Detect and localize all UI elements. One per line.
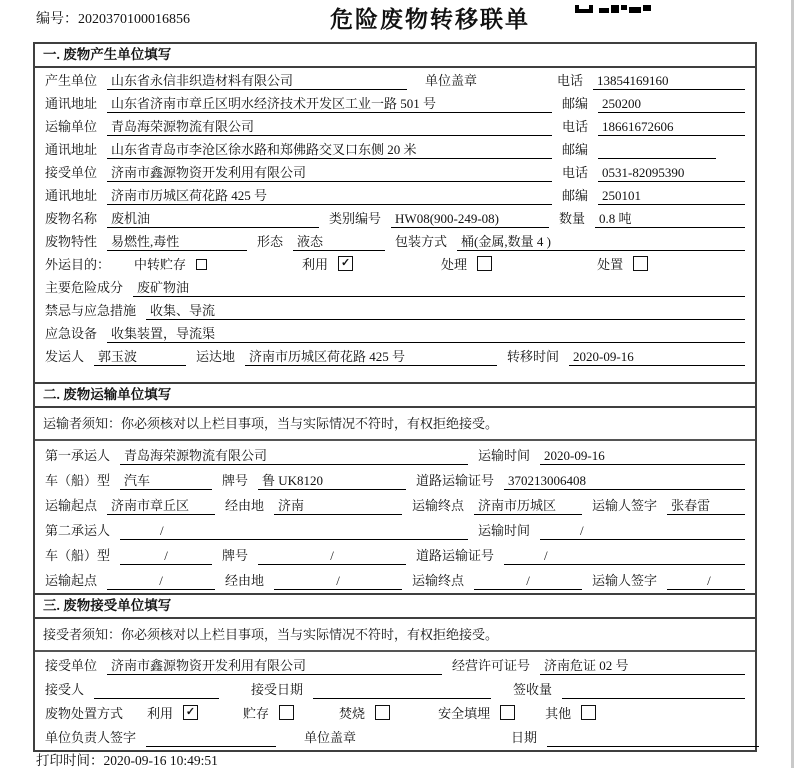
field-label: 处置 <box>597 257 624 272</box>
form-row <box>35 493 755 518</box>
producer-address-value: 山东省济南市章丘区明水经济技术开发区工业一路 501 号 <box>107 94 552 113</box>
form-row <box>35 468 755 493</box>
transport-phone-value: 18661672606 <box>598 117 745 136</box>
form-row <box>35 116 755 139</box>
field-label: 产生单位 <box>45 73 98 88</box>
receiving-unit-value: 济南市鑫源物资开发利用有限公司 <box>107 656 442 675</box>
terminus-2-value: / <box>474 571 582 590</box>
field-label: 运输人签字 <box>592 573 658 588</box>
seal-date-value <box>547 728 759 747</box>
field-label: 经由地 <box>225 498 265 513</box>
field-label: 电话 <box>562 165 589 180</box>
waste-form-value: 液态 <box>293 232 385 251</box>
section-transporter <box>35 382 755 593</box>
incineration-checkbox <box>375 705 390 720</box>
field-label: 应急设备 <box>45 326 98 341</box>
form-row <box>35 726 755 750</box>
serial-number <box>36 8 190 28</box>
field-label: 运输终点 <box>412 573 465 588</box>
receipt-date-value <box>313 680 491 699</box>
disposal-method-label: 废物处置方式 <box>45 706 124 721</box>
section-receiver <box>35 593 755 750</box>
packing-method-value: 桶(金属,数量 4 ) <box>457 232 745 251</box>
form-row <box>35 346 755 369</box>
received-quantity-value <box>562 680 745 699</box>
field-label: 签收量 <box>513 682 553 697</box>
waste-category-code-value: HW08(900-249-08) <box>391 209 549 228</box>
field-label: 邮编 <box>562 188 589 203</box>
receiver-address-value: 济南市历城区荷花路 425 号 <box>107 186 552 205</box>
receiver-unit-value: 济南市鑫源物资开发利用有限公司 <box>107 163 552 182</box>
field-label: 废物特性 <box>45 234 98 249</box>
first-carrier-value: 青岛海荣源物流有限公司 <box>120 446 468 465</box>
field-label: 运输人签字 <box>592 498 658 513</box>
field-label: 第一承运人 <box>45 448 111 463</box>
form-row <box>35 702 755 726</box>
transport-unit-value: 青岛海荣源物流有限公司 <box>107 117 552 136</box>
field-label: 其他 <box>545 706 572 721</box>
field-label: 车（船）型 <box>45 548 111 563</box>
form-row <box>35 208 755 231</box>
field-label: 数量 <box>559 211 586 226</box>
carrier-signature-1-value: 张春雷 <box>667 496 745 515</box>
field-label: 利用 <box>302 257 329 272</box>
main-hazardous-component-value: 废矿物油 <box>133 278 745 297</box>
field-label: 运输单位 <box>45 119 98 134</box>
section-receiver-header: 三. 废物接受单位填写 <box>35 593 755 619</box>
second-carrier-value: / <box>120 521 468 540</box>
field-label: 通讯地址 <box>45 142 98 157</box>
field-label: 安全填埋 <box>438 706 491 721</box>
field-label: 发运人 <box>45 349 85 364</box>
transporter-notice: 运输者须知：你必须核对以上栏目事项，当与实际情况不符时，有权拒绝接受。 <box>35 408 755 441</box>
waste-name-value: 废机油 <box>107 209 319 228</box>
field-label: 废物名称 <box>45 211 98 226</box>
field-label: 邮编 <box>562 96 589 111</box>
utilize-checkbox: ✓ <box>338 256 353 271</box>
recipient-value <box>94 680 219 699</box>
field-label: 牌号 <box>222 473 249 488</box>
form-row <box>35 300 755 323</box>
serial-value: 2020370100016856 <box>78 12 190 27</box>
section-producer <box>35 44 755 382</box>
reuse-checkbox: ✓ <box>183 705 198 720</box>
field-label: 电话 <box>562 119 589 134</box>
field-label: 经由地 <box>225 573 265 588</box>
field-label: 运达地 <box>196 349 236 364</box>
field-label: 包装方式 <box>395 234 448 249</box>
field-label: 禁忌与应急措施 <box>45 303 137 318</box>
serial-label: 编号： <box>36 12 78 27</box>
field-label: 日期 <box>511 730 538 745</box>
form-row <box>35 277 755 300</box>
field-label: 牌号 <box>222 548 249 563</box>
form-row <box>35 518 755 543</box>
field-label: 利用 <box>147 706 174 721</box>
form-row <box>35 654 755 678</box>
section-producer-rows <box>35 68 755 382</box>
field-label: 类别编号 <box>329 211 382 226</box>
field-label: 接受单位 <box>45 165 98 180</box>
page-edge-divider <box>791 0 794 768</box>
unit-seal-2-label: 单位盖章 <box>304 730 357 745</box>
storage-checkbox <box>279 705 294 720</box>
field-label: 运输起点 <box>45 498 98 513</box>
field-label: 接受单位 <box>45 658 98 673</box>
field-label: 道路运输证号 <box>416 548 495 563</box>
form-row <box>35 678 755 702</box>
section-producer-header: 一. 废物产生单位填写 <box>35 44 755 68</box>
field-label: 单位负责人签字 <box>45 730 137 745</box>
field-label: 电话 <box>556 73 583 88</box>
carrier-signature-2-value: / <box>667 571 745 590</box>
waste-characteristics-value: 易燃性,毒性 <box>107 232 247 251</box>
field-label: 道路运输证号 <box>416 473 495 488</box>
field-label: 中转贮存 <box>134 257 187 272</box>
section-receiver-rows <box>35 652 755 750</box>
transfer-date-value: 2020-09-16 <box>569 347 745 366</box>
producer-name-value: 山东省永信非织造材料有限公司 <box>107 71 407 90</box>
plate-number-2-value: / <box>258 546 406 565</box>
form-row <box>35 323 755 346</box>
print-time <box>36 749 218 768</box>
road-permit-2-value: / <box>504 546 745 565</box>
form-row <box>35 162 755 185</box>
form-row <box>35 443 755 468</box>
field-label: 焚烧 <box>339 706 366 721</box>
field-label: 运输时间 <box>478 448 531 463</box>
field-label: 形态 <box>257 234 284 249</box>
producer-postcode-value: 250200 <box>598 94 745 113</box>
transport-address-value: 山东省青岛市李沧区徐水路和郑佛路交叉口东侧 20 米 <box>107 140 552 159</box>
field-label: 转移时间 <box>507 349 560 364</box>
safe-landfill-checkbox <box>500 705 515 720</box>
field-label: 邮编 <box>562 142 589 157</box>
via-1-value: 济南 <box>274 496 402 515</box>
responsible-signature-value <box>146 728 276 747</box>
receiver-notice: 接受者须知：你必须核对以上栏目事项，当与实际情况不符时，有权拒绝接受。 <box>35 619 755 652</box>
qr-code-partial-icon <box>575 0 651 18</box>
destination-value: 济南市历城区荷花路 425 号 <box>245 347 497 366</box>
via-2-value: / <box>274 571 402 590</box>
form-row <box>35 185 755 208</box>
disposal-checkbox <box>633 256 648 271</box>
field-label: 第二承运人 <box>45 523 111 538</box>
field-label: 运输起点 <box>45 573 98 588</box>
producer-phone-value: 13854169160 <box>593 71 745 90</box>
plate-number-1-value: 鲁 UK8120 <box>258 471 406 490</box>
form-row <box>35 139 755 162</box>
field-label: 通讯地址 <box>45 188 98 203</box>
form-row <box>35 568 755 593</box>
form-row <box>35 543 755 568</box>
transit-storage-checkbox <box>196 259 207 270</box>
field-label: 经营许可证号 <box>452 658 531 673</box>
origin-1-value: 济南市章丘区 <box>107 496 215 515</box>
transport-postcode-value <box>598 140 716 159</box>
origin-2-value: / <box>107 571 215 590</box>
receiver-phone-value: 0531-82095390 <box>598 163 745 182</box>
vehicle-type-1-value: 汽车 <box>120 471 212 490</box>
field-label: 贮存 <box>243 706 270 721</box>
form-row <box>35 254 755 277</box>
form-row <box>35 70 755 93</box>
emergency-measures-value: 收集、导流 <box>146 301 745 320</box>
field-label: 通讯地址 <box>45 96 98 111</box>
treatment-checkbox <box>477 256 492 271</box>
vehicle-type-2-value: / <box>120 546 212 565</box>
print-time-label: 打印时间： <box>36 753 104 768</box>
receiver-postcode-value: 250101 <box>598 186 745 205</box>
field-label: 接受日期 <box>251 682 304 697</box>
form-row <box>35 231 755 254</box>
transport-date-1-value: 2020-09-16 <box>540 446 745 465</box>
unit-seal-label: 单位盖章 <box>425 73 478 88</box>
transport-date-2-value: / <box>540 521 745 540</box>
page-title: 危险废物转移联单 <box>330 7 530 32</box>
waste-quantity-value: 0.8 吨 <box>595 209 745 228</box>
manifest-form <box>33 42 757 752</box>
business-license-value: 济南危证 02 号 <box>540 656 745 675</box>
field-label: 接受人 <box>45 682 85 697</box>
emergency-equipment-value: 收集装置，导流渠 <box>107 324 745 343</box>
road-permit-1-value: 370213006408 <box>504 471 745 490</box>
consignor-value: 郭玉波 <box>94 347 186 366</box>
print-time-value: 2020-09-16 10:49:51 <box>103 753 218 768</box>
field-label: 主要危险成分 <box>45 280 124 295</box>
transfer-purpose-label: 外运目的： <box>45 257 111 272</box>
form-row <box>35 93 755 116</box>
field-label: 运输终点 <box>412 498 465 513</box>
section-transporter-header: 二. 废物运输单位填写 <box>35 382 755 408</box>
terminus-1-value: 济南市历城区 <box>474 496 582 515</box>
spacer <box>487 89 557 90</box>
field-label: 车（船）型 <box>45 473 111 488</box>
other-checkbox <box>581 705 596 720</box>
field-label: 运输时间 <box>478 523 531 538</box>
field-label: 处理 <box>441 257 468 272</box>
section-transporter-rows <box>35 441 755 593</box>
